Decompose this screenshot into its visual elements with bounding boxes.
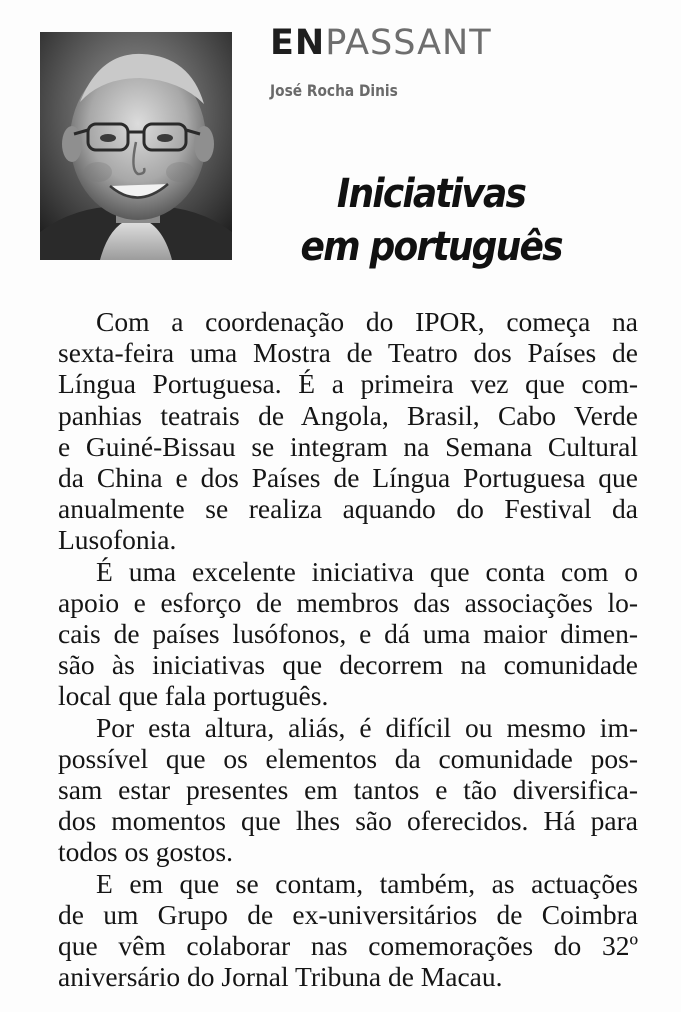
paragraph-line: cais de países lusófonos, e dá uma maior dimen-: [58, 618, 638, 650]
paragraph-line: possível que os elementos da comunidade pos-: [58, 742, 638, 774]
paragraph-line: de um Grupo de ex-universitários de Coimbra: [58, 898, 638, 930]
paragraph-line: É uma excelente iniciativa que conta com o: [96, 555, 638, 587]
paragraph-line: panhias teatrais de Angola, Brasil, Cabo Verde: [58, 399, 638, 431]
headline-line-1: Iniciativas: [336, 171, 526, 217]
paragraph-line: anualmente se realiza aquando do Festival da: [58, 493, 638, 525]
paragraph-line: Com a coordenação do IPOR, começa na: [96, 306, 638, 337]
section-title-bold: EN: [270, 23, 326, 63]
paragraph-line: e Guiné-Bissau se integram na Semana Cultural: [58, 430, 638, 462]
paragraph-line: aniversário do Jornal Tribuna de Macau.: [58, 961, 503, 993]
section-title-light: PASSANT: [325, 23, 492, 63]
article-body: [58, 306, 638, 992]
paragraph-line: dos momentos que lhes são oferecidos. Há para: [58, 805, 638, 837]
paragraph-line: Língua Portuguesa. É a primeira vez que com-: [58, 368, 638, 400]
paragraph-line: sam estar presentes em tantos e tão diversifica-: [58, 774, 638, 806]
author-byline: José Rocha Dinis: [270, 81, 398, 100]
article-paragraph: [58, 712, 638, 868]
paragraph-line: da China e dos Países de Língua Portuguesa que: [58, 462, 638, 494]
paragraph-line: local que fala português.: [58, 680, 329, 712]
article-paragraph: [58, 306, 638, 556]
paragraph-line: Por esta altura, aliás, é difícil ou mesmo im-: [96, 711, 638, 743]
column-section-title: [270, 23, 492, 63]
author-portrait-image: [40, 32, 232, 260]
paragraph-line: Lusofonia.: [58, 524, 177, 556]
paragraph-line: que vêm colaborar nas comemorações do 32º: [58, 930, 638, 962]
author-photo: [40, 32, 232, 260]
article-headline: [301, 168, 562, 274]
paragraph-line: apoio e esforço de membros das associações lo-: [58, 586, 638, 618]
paragraph-line: são às iniciativas que decorrem na comunidade: [58, 649, 638, 681]
paragraph-line: sexta-feira uma Mostra de Teatro dos Países de: [58, 337, 638, 369]
paragraph-line: E em que se contam, também, as actuações: [96, 867, 638, 899]
article-paragraph: [58, 556, 638, 712]
paragraph-line: todos os gostos.: [58, 836, 233, 868]
headline-line-2: em português: [300, 224, 562, 270]
article-paragraph: [58, 868, 638, 993]
